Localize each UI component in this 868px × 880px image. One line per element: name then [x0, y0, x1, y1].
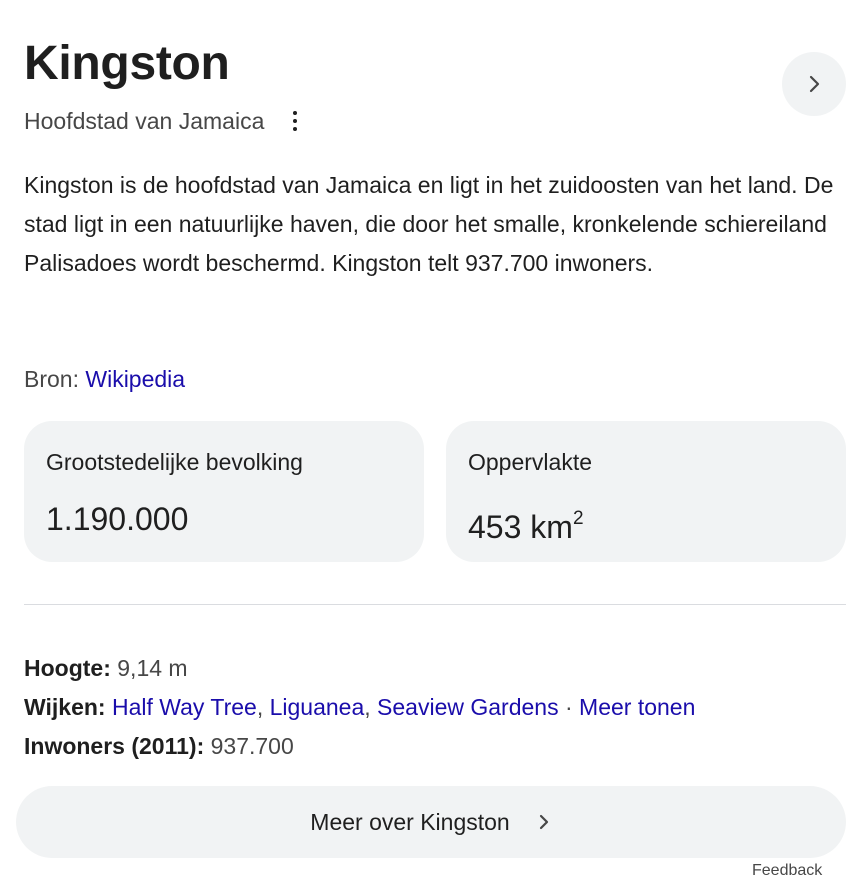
page-title: Kingston — [24, 37, 230, 90]
fact-label: Hoogte: — [24, 655, 111, 681]
facts-list — [24, 652, 695, 769]
more-about-kingston-button[interactable] — [16, 786, 846, 858]
subtitle-row — [24, 106, 306, 136]
card-value — [468, 499, 824, 547]
subtitle: Hoofdstad van Jamaica — [24, 107, 265, 134]
feedback-link[interactable]: Feedback — [752, 862, 823, 879]
forward-button[interactable] — [782, 52, 846, 116]
district-link-half-way-tree[interactable]: Half Way Tree — [111, 694, 257, 720]
area-value: 453 km — [468, 509, 573, 545]
metro-population-card[interactable] — [24, 421, 424, 562]
dot-separator: · — [564, 694, 573, 720]
chevron-right-icon — [804, 74, 824, 94]
fact-districts — [24, 691, 695, 730]
area-unit-superscript: 2 — [572, 508, 584, 529]
description: Kingston is de hoofdstad van Jamaica en ligt in het zuidoosten van het land. De stad ligt in een natuurlijke haven, die door het smalle, kronkelende schiereiland Palisadoes wordt beschermd. Kingston telt 937.700 inwoners. — [24, 172, 834, 276]
separator: , — [256, 694, 264, 720]
source-link-wikipedia[interactable]: Wikipedia — [85, 366, 186, 392]
chevron-right-icon — [536, 813, 552, 831]
fact-label: Wijken: — [24, 694, 106, 720]
district-link-liguanea[interactable]: Liguanea — [269, 694, 365, 720]
card-value: 1.190.000 — [46, 501, 189, 537]
district-link-seaview-gardens[interactable]: Seaview Gardens — [377, 694, 559, 720]
fact-height — [24, 652, 695, 691]
more-button-label: Meer over Kingston — [310, 808, 510, 835]
kebab-dot — [293, 127, 297, 131]
kebab-dot — [293, 119, 297, 123]
fact-value: 937.700 — [210, 733, 294, 759]
area-card[interactable] — [446, 421, 846, 562]
source — [24, 364, 185, 394]
fact-population — [24, 730, 695, 769]
separator: , — [364, 694, 371, 720]
card-label: Oppervlakte — [468, 449, 593, 475]
kebab-dot — [293, 111, 297, 115]
source-label: Bron: — [24, 366, 79, 392]
card-label: Grootstedelijke bevolking — [46, 449, 303, 475]
show-more-districts-link[interactable]: Meer tonen — [579, 694, 696, 720]
more-options-icon[interactable] — [284, 106, 306, 136]
divider — [24, 604, 846, 605]
fact-label: Inwoners (2011): — [24, 733, 205, 759]
fact-value: 9,14 m — [117, 655, 188, 681]
